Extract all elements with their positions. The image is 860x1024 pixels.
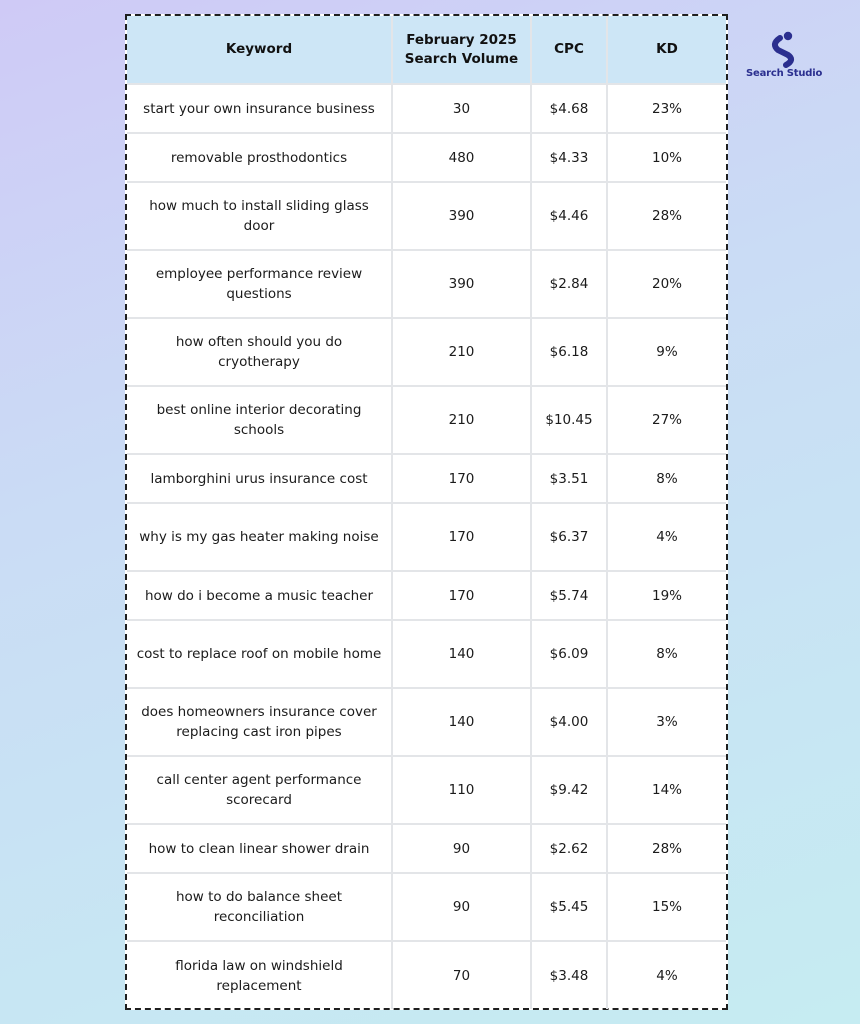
cpc-cell: $5.45	[531, 873, 607, 941]
search-studio-logo-icon	[767, 30, 801, 68]
table-row	[127, 688, 726, 756]
table-row	[127, 454, 726, 503]
keyword-cell: how to do balance sheet reconciliation	[127, 873, 392, 941]
cpc-cell: $2.62	[531, 824, 607, 873]
kd-cell: 4%	[607, 503, 726, 571]
kd-cell: 8%	[607, 454, 726, 503]
keyword-cell: does homeowners insurance cover replacing cast iron pipes	[127, 688, 392, 756]
table-row	[127, 571, 726, 620]
volume-cell: 30	[392, 84, 531, 133]
header-keyword: Keyword	[127, 16, 392, 84]
table-row	[127, 250, 726, 318]
table-row	[127, 318, 726, 386]
cpc-cell: $3.48	[531, 941, 607, 1009]
table-row	[127, 386, 726, 454]
volume-cell: 140	[392, 688, 531, 756]
cpc-cell: $4.00	[531, 688, 607, 756]
header-search-volume	[392, 16, 531, 84]
keyword-cell: florida law on windshield replacement	[127, 941, 392, 1009]
volume-cell: 480	[392, 133, 531, 182]
keyword-cell: start your own insurance business	[127, 84, 392, 133]
header-volume-line1: February 2025	[406, 31, 517, 48]
kd-cell: 28%	[607, 824, 726, 873]
keyword-cell: how often should you do cryotherapy	[127, 318, 392, 386]
volume-cell: 140	[392, 620, 531, 688]
volume-cell: 170	[392, 503, 531, 571]
table-row	[127, 824, 726, 873]
brand-logo	[746, 30, 822, 82]
volume-cell: 390	[392, 182, 531, 250]
kd-cell: 20%	[607, 250, 726, 318]
header-kd: KD	[607, 16, 726, 84]
kd-cell: 14%	[607, 756, 726, 824]
kd-cell: 19%	[607, 571, 726, 620]
cpc-cell: $5.74	[531, 571, 607, 620]
cpc-cell: $9.42	[531, 756, 607, 824]
kd-cell: 27%	[607, 386, 726, 454]
volume-cell: 170	[392, 571, 531, 620]
kd-cell: 15%	[607, 873, 726, 941]
kd-cell: 28%	[607, 182, 726, 250]
kd-cell: 4%	[607, 941, 726, 1009]
volume-cell: 390	[392, 250, 531, 318]
cpc-cell: $6.09	[531, 620, 607, 688]
table-row	[127, 133, 726, 182]
table-row	[127, 941, 726, 1009]
header-cpc: CPC	[531, 16, 607, 84]
kd-cell: 8%	[607, 620, 726, 688]
volume-cell: 70	[392, 941, 531, 1009]
keyword-table	[127, 16, 726, 1009]
kd-cell: 10%	[607, 133, 726, 182]
cpc-cell: $4.33	[531, 133, 607, 182]
keyword-table-container	[125, 14, 728, 1010]
cpc-cell: $10.45	[531, 386, 607, 454]
volume-cell: 90	[392, 873, 531, 941]
keyword-cell: why is my gas heater making noise	[127, 503, 392, 571]
keyword-cell: best online interior decorating schools	[127, 386, 392, 454]
keyword-cell: call center agent performance scorecard	[127, 756, 392, 824]
table-row	[127, 756, 726, 824]
volume-cell: 170	[392, 454, 531, 503]
keyword-cell: employee performance review questions	[127, 250, 392, 318]
cpc-cell: $4.46	[531, 182, 607, 250]
brand-name: Search Studio	[746, 68, 823, 79]
table-row	[127, 182, 726, 250]
cpc-cell: $3.51	[531, 454, 607, 503]
kd-cell: 9%	[607, 318, 726, 386]
header-volume-line2: Search Volume	[404, 50, 519, 67]
keyword-cell: how much to install sliding glass door	[127, 182, 392, 250]
cpc-cell: $4.68	[531, 84, 607, 133]
table-header-row	[127, 16, 726, 84]
keyword-cell: how to clean linear shower drain	[127, 824, 392, 873]
cpc-cell: $6.18	[531, 318, 607, 386]
volume-cell: 210	[392, 386, 531, 454]
table-row	[127, 503, 726, 571]
table-row	[127, 873, 726, 941]
volume-cell: 210	[392, 318, 531, 386]
keyword-cell: cost to replace roof on mobile home	[127, 620, 392, 688]
table-row	[127, 620, 726, 688]
kd-cell: 23%	[607, 84, 726, 133]
cpc-cell: $6.37	[531, 503, 607, 571]
keyword-cell: lamborghini urus insurance cost	[127, 454, 392, 503]
kd-cell: 3%	[607, 688, 726, 756]
volume-cell: 90	[392, 824, 531, 873]
keyword-cell: removable prosthodontics	[127, 133, 392, 182]
keyword-cell: how do i become a music teacher	[127, 571, 392, 620]
table-row	[127, 84, 726, 133]
volume-cell: 110	[392, 756, 531, 824]
cpc-cell: $2.84	[531, 250, 607, 318]
